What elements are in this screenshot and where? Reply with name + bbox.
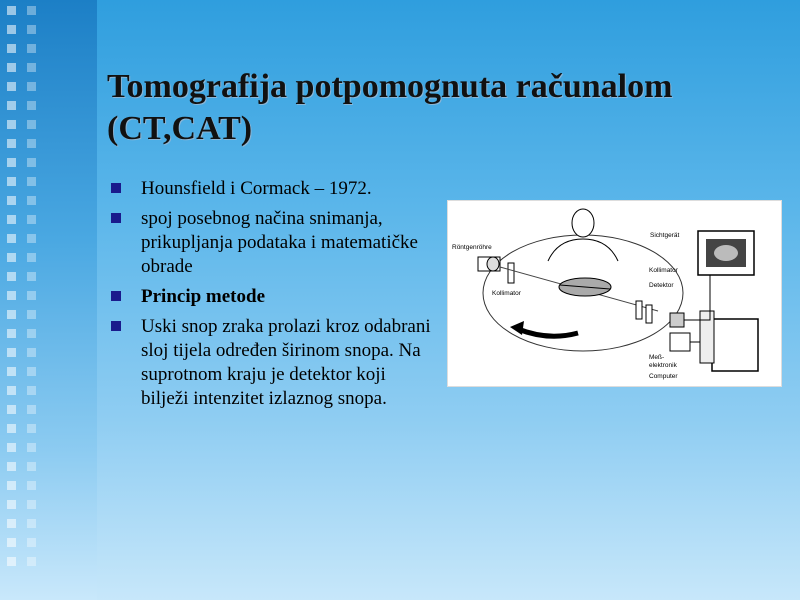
- decorative-square: [7, 462, 16, 471]
- label-collimator-right: Kollimator: [649, 267, 678, 274]
- decorative-square: [27, 424, 36, 433]
- decorative-square: [27, 348, 36, 357]
- decorative-square: [7, 443, 16, 452]
- decorative-square: [27, 139, 36, 148]
- label-collimator-left: Kollimator: [492, 290, 521, 297]
- xray-tube-end: [487, 257, 499, 271]
- bullet-text: Princip metode: [141, 286, 266, 307]
- decorative-square: [7, 82, 16, 91]
- decorative-square: [7, 291, 16, 300]
- label-electronics-1: Meß-: [649, 354, 665, 361]
- collimator-left: [508, 263, 514, 283]
- label-detector: Detektor: [649, 282, 674, 289]
- decorative-square: [27, 177, 36, 186]
- collimator-right: [636, 301, 642, 319]
- decorative-square: [7, 272, 16, 281]
- decorative-square: [27, 310, 36, 319]
- detector-box: [670, 313, 684, 327]
- decorative-square: [7, 139, 16, 148]
- patient-head: [572, 209, 594, 237]
- square-bullet-icon: [111, 291, 121, 301]
- bullet-text: Uski snop zraka prolazi kroz odabrani sloj tijela određen širinom snopa. Na suprotnom kraju je detektor koji bilježi intenzitet izlaznog snopa.: [141, 316, 431, 409]
- decorative-square: [27, 519, 36, 528]
- label-electronics-2: elektronik: [649, 362, 677, 369]
- decorative-square: [7, 196, 16, 205]
- title-line-2: (CT,CAT): [107, 110, 253, 147]
- decorative-square: [27, 82, 36, 91]
- bullet-text: spoj posebnog načina snimanja, prikupljanja podataka i matematičke obrade: [141, 208, 418, 277]
- decorative-square: [27, 272, 36, 281]
- square-bullet-icon: [111, 183, 121, 193]
- decorative-square: [7, 158, 16, 167]
- decorative-square: [7, 6, 16, 15]
- decorative-square: [27, 291, 36, 300]
- decorative-square: [7, 234, 16, 243]
- computer-side: [700, 311, 714, 363]
- decorative-square: [27, 500, 36, 509]
- decorative-square: [27, 538, 36, 547]
- decorative-square: [7, 120, 16, 129]
- rotation-arrowhead-icon: [510, 321, 524, 335]
- decorative-square: [27, 329, 36, 338]
- label-computer: Computer: [649, 373, 678, 380]
- decorative-square: [7, 367, 16, 376]
- bullet-list: [111, 177, 431, 417]
- ct-diagram-svg: [448, 201, 781, 386]
- computer-unit: [712, 319, 758, 371]
- detector: [646, 305, 652, 323]
- decorative-square: [7, 405, 16, 414]
- decorative-square: [7, 101, 16, 110]
- monitor-image: [714, 245, 738, 261]
- decorative-square: [7, 538, 16, 547]
- decorative-square: [27, 557, 36, 566]
- decorative-square: [27, 462, 36, 471]
- decorative-square: [27, 405, 36, 414]
- bullet-item: [111, 207, 431, 279]
- label-screen: Sichtgerät: [650, 232, 680, 239]
- electronics-box: [670, 333, 690, 351]
- decorative-square: [7, 177, 16, 186]
- slide-title: [107, 66, 767, 150]
- decorative-square: [7, 25, 16, 34]
- decorative-square: [7, 215, 16, 224]
- decorative-square: [27, 63, 36, 72]
- square-pattern-left: [7, 6, 18, 576]
- decorative-square: [27, 25, 36, 34]
- decorative-square: [27, 6, 36, 15]
- decorative-square: [7, 253, 16, 262]
- decorative-square: [27, 234, 36, 243]
- decorative-square: [7, 424, 16, 433]
- decorative-square: [7, 519, 16, 528]
- decorative-square: [7, 44, 16, 53]
- ct-scanner-diagram: [447, 200, 782, 387]
- decorative-square: [7, 386, 16, 395]
- decorative-square: [7, 329, 16, 338]
- decorative-square: [27, 120, 36, 129]
- decorative-square: [27, 443, 36, 452]
- decorative-square: [7, 557, 16, 566]
- bullet-text: Hounsfield i Cormack – 1972.: [141, 178, 372, 199]
- decorative-square: [27, 253, 36, 262]
- square-bullet-icon: [111, 321, 121, 331]
- square-bullet-icon: [111, 213, 121, 223]
- decorative-square: [27, 215, 36, 224]
- bullet-item: [111, 315, 431, 411]
- decorative-square: [7, 310, 16, 319]
- bullet-item: [111, 285, 431, 309]
- label-xray-tube: Röntgenröhre: [452, 244, 492, 251]
- decorative-square: [7, 63, 16, 72]
- patient-shoulders: [548, 239, 618, 261]
- decorative-square: [27, 481, 36, 490]
- rotation-arrow: [518, 329, 578, 336]
- square-pattern-right: [27, 6, 38, 576]
- decorative-square: [27, 196, 36, 205]
- decorative-square: [27, 386, 36, 395]
- title-line-1: Tomografija potpomognuta računalom: [107, 68, 673, 105]
- decorative-square: [7, 481, 16, 490]
- decorative-square: [7, 500, 16, 509]
- decorative-square: [27, 101, 36, 110]
- decorative-square: [27, 158, 36, 167]
- decorative-square: [7, 348, 16, 357]
- bullet-item: [111, 177, 431, 201]
- decorative-square: [27, 367, 36, 376]
- decorative-square: [27, 44, 36, 53]
- decorative-strip: [0, 0, 97, 600]
